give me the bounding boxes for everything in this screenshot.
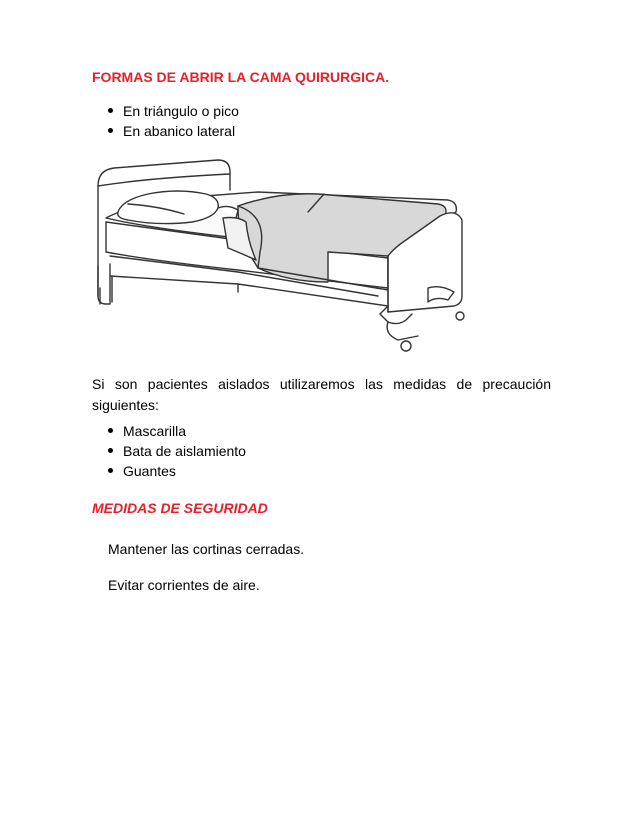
- list-item: [108, 121, 239, 141]
- section-heading-seguridad: MEDIDAS DE SEGURIDAD: [92, 500, 268, 516]
- bullet-icon: [108, 468, 113, 473]
- list-item: [108, 421, 246, 441]
- bullet-icon: [108, 448, 113, 453]
- bullet-icon: [108, 428, 113, 433]
- safety-item-aire: Evitar corrientes de aire.: [108, 577, 260, 593]
- list-item: [108, 441, 246, 461]
- list-item-text: Mascarilla: [123, 423, 187, 439]
- safety-item-cortinas: Mantener las cortinas cerradas.: [108, 541, 305, 557]
- list-item-text: En triángulo o pico: [123, 103, 239, 119]
- bullet-icon: [108, 128, 113, 133]
- list-item: [108, 461, 246, 481]
- hospital-bed-illustration: [88, 156, 472, 356]
- section-heading-abrir-cama: FORMAS DE ABRIR LA CAMA QUIRURGICA.: [92, 69, 390, 85]
- list-item-text: Guantes: [123, 463, 176, 479]
- list-item-text: Bata de aislamiento: [123, 443, 246, 459]
- bullet-icon: [108, 108, 113, 113]
- list-item-text: En abanico lateral: [123, 123, 236, 139]
- list-item: [108, 101, 239, 121]
- opening-methods-list: [108, 101, 239, 141]
- precautions-list: [108, 421, 246, 481]
- isolation-paragraph: Si son pacientes aislados utilizaremos las medidas de precaución siguientes:: [92, 376, 551, 413]
